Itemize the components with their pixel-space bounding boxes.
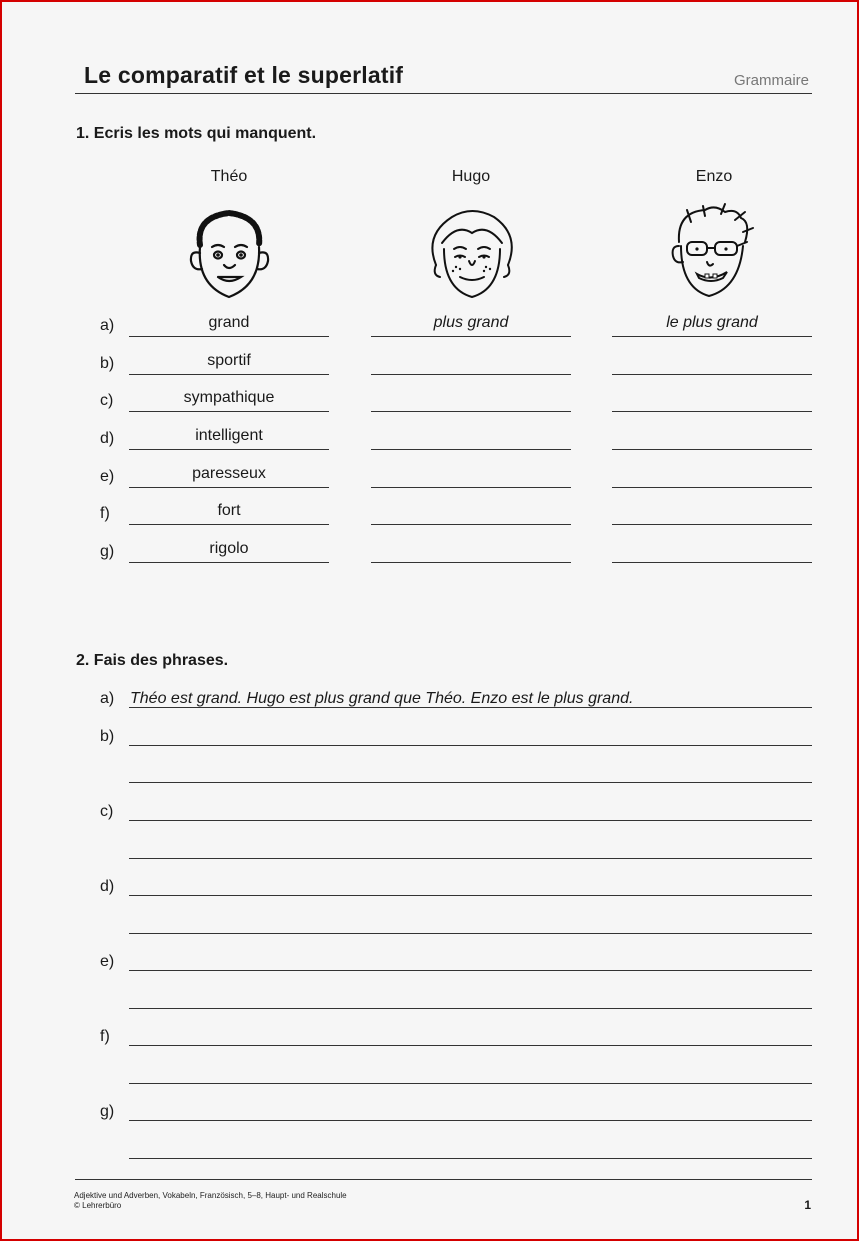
sentence-letter: c) — [100, 803, 114, 820]
footer-credit: Adjektive und Adverben, Vokabeln, Französisch, 5–8, Haupt- und Realschule — [74, 1191, 347, 1200]
superlative-cell[interactable] — [612, 500, 812, 525]
answer-line — [129, 707, 812, 708]
superlative-cell[interactable] — [612, 350, 812, 375]
comparative-cell[interactable] — [371, 538, 571, 563]
row-letter: g) — [100, 543, 115, 560]
sentence-letter: g) — [100, 1103, 115, 1120]
superlative-cell[interactable] — [612, 387, 812, 412]
adjective-cell: fort — [129, 500, 329, 525]
answer-line[interactable] — [129, 933, 812, 934]
adjective-cell: paresseux — [129, 463, 329, 488]
adjective-cell: sympathique — [129, 387, 329, 412]
page-number: 1 — [804, 1198, 811, 1212]
answer-line[interactable] — [129, 782, 812, 783]
footer-copyright: © Lehrerbüro — [74, 1201, 122, 1210]
column-name-theo: Théo — [210, 168, 248, 185]
comparative-cell[interactable] — [371, 463, 571, 488]
answer-line[interactable] — [129, 745, 812, 746]
answer-line[interactable] — [129, 1083, 812, 1084]
answer-line[interactable] — [129, 1158, 812, 1159]
row-letter: a) — [100, 317, 115, 334]
answer-line[interactable] — [129, 895, 812, 896]
comparative-cell[interactable] — [371, 387, 571, 412]
adjective-cell: sportif — [129, 350, 329, 375]
answer-line[interactable] — [129, 1008, 812, 1009]
answer-line[interactable] — [129, 820, 812, 821]
sentence-letter: f) — [100, 1028, 110, 1045]
superlative-cell[interactable] — [612, 538, 812, 563]
answer-line[interactable] — [129, 970, 812, 971]
hugo-face-drawing — [422, 205, 522, 303]
sentence-letter: d) — [100, 878, 115, 895]
subject-label: Grammaire — [733, 72, 809, 89]
adjective-cell: rigolo — [129, 538, 329, 563]
comparative-cell[interactable] — [371, 350, 571, 375]
page-title: Le comparatif et le superlatif — [84, 62, 404, 88]
row-letter: d) — [100, 430, 115, 447]
column-name-enzo: Enzo — [695, 168, 733, 185]
superlative-cell[interactable] — [612, 463, 812, 488]
answer-line[interactable] — [129, 1120, 812, 1121]
footer-rule — [75, 1179, 812, 1180]
sentence-letter: e) — [100, 953, 115, 970]
comparative-cell[interactable] — [371, 500, 571, 525]
adjective-cell: grand — [129, 312, 329, 337]
sentence-letter: b) — [100, 728, 115, 745]
header-rule — [75, 93, 812, 94]
comparative-cell[interactable]: plus grand — [371, 312, 571, 337]
theo-face-drawing — [182, 205, 277, 303]
answer-line[interactable] — [129, 1045, 812, 1046]
enzo-face-drawing — [665, 202, 760, 302]
sentence-letter: a) — [100, 690, 115, 707]
comparative-cell[interactable] — [371, 425, 571, 450]
row-letter: b) — [100, 355, 115, 372]
superlative-cell[interactable] — [612, 425, 812, 450]
column-name-hugo: Hugo — [451, 168, 491, 185]
answer-line[interactable] — [129, 858, 812, 859]
exercise-2-heading: 2. Fais des phrases. — [76, 652, 229, 669]
row-letter: c) — [100, 392, 114, 409]
adjective-cell: intelligent — [129, 425, 329, 450]
row-letter: f) — [100, 505, 110, 522]
row-letter: e) — [100, 468, 115, 485]
superlative-cell[interactable]: le plus grand — [612, 312, 812, 337]
exercise-1-heading: 1. Ecris les mots qui manquent. — [76, 125, 317, 142]
example-sentence: Théo est grand. Hugo est plus grand que Théo. Enzo est le plus grand. — [130, 690, 634, 707]
